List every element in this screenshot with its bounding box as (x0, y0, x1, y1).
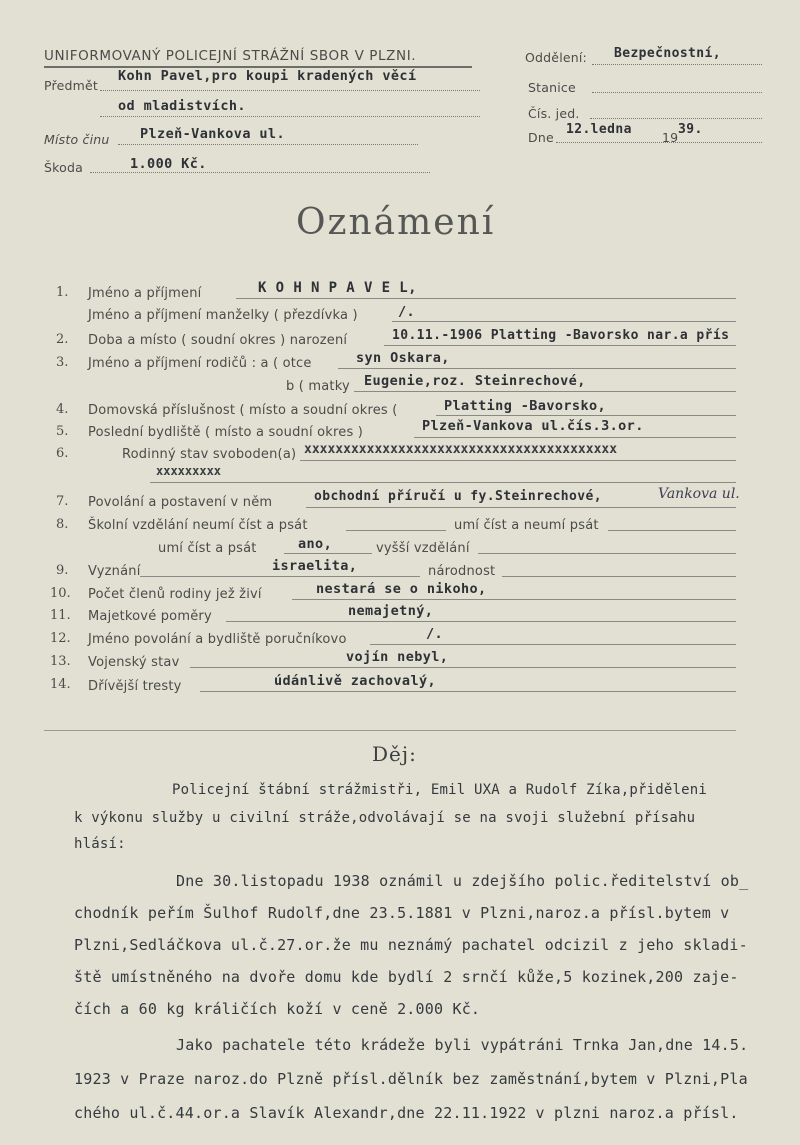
story-line: Dne 30.listopadu 1938 oznámil u zdejšího polic.ředitelství ob_ (176, 872, 749, 890)
item-label-family: Počet členů rodiny jež živí (88, 587, 262, 602)
item-label-education: Školní vzdělání neumí číst a psát (88, 518, 308, 533)
date-dotted-line (556, 142, 762, 143)
item-label-marital: Rodinný stav svoboden(a) (122, 447, 297, 462)
item-number: 12. (50, 631, 71, 646)
story-line: Policejní štábní strážmistři, Emil UXA a Rudolf Zíka,přiděleni (172, 782, 707, 798)
item-line (284, 553, 372, 554)
date-label: Dne (528, 130, 554, 145)
item-value-occupation: obchodní příručí u fy.Steinrechové, (314, 489, 602, 504)
item-value-name: K O H N P A V E L, (258, 280, 417, 296)
item-number: 8. (56, 517, 69, 532)
item-number: 1. (56, 285, 69, 300)
item-value-father: syn Oskara, (356, 350, 450, 366)
item-label-residence: Poslední bydliště ( místo a soudní okres ) (88, 425, 364, 440)
handwritten-note: Vankova ul. (658, 486, 740, 502)
item-line (478, 553, 736, 554)
authority-name: UNIFORMOVANÝ POLICEJNÍ STRÁŽNÍ SBOR V PLZNI. (44, 48, 417, 64)
department-value: Bezpečnostní, (614, 46, 721, 61)
item-value-family: nestará se o nikoho, (316, 581, 487, 597)
story-line: Plzni,Sedláčkova ul.č.27.or.že mu neznámý pachatel odcizil z jeho skladi- (74, 936, 748, 954)
item-number: 13. (50, 654, 71, 669)
label-higher-education: vyšší vzdělání (376, 541, 470, 556)
item-line (292, 599, 736, 600)
story-line: Jako pachatele této krádeže byli vypátráni Trnka Jan,dne 14.5. (176, 1036, 749, 1054)
item-number: 4. (56, 402, 69, 417)
item-line (306, 507, 736, 508)
item-line (300, 460, 736, 461)
reference-dotted-line (590, 118, 762, 119)
item-line (502, 576, 736, 577)
item-line (392, 321, 736, 322)
item-line (608, 530, 736, 531)
item-value-domicile: Platting -Bavorsko, (444, 398, 607, 414)
item-line (190, 667, 736, 668)
item-number: 11. (50, 608, 71, 623)
item-value-birth: 10.11.-1906 Platting -Bavorsko nar.a přís (392, 328, 730, 343)
item-value-mother: Eugenie,roz. Steinrechové, (364, 373, 586, 389)
item-line (140, 576, 420, 577)
item-number: 5. (56, 424, 69, 439)
item-value-guardian: /. (426, 626, 444, 642)
item-label-property: Majetkové poměry (88, 609, 212, 624)
item-value-religion: israelita, (272, 558, 358, 574)
subject-value-line1: Kohn Pavel,pro koupi kradených věcí (118, 68, 417, 84)
item-value-property: nemajetný, (348, 603, 434, 619)
place-value: Plzeň-Vankova ul. (140, 126, 285, 142)
date-value: 12.ledna (566, 122, 632, 137)
subject-dotted-line2 (100, 116, 480, 117)
story-line: 1923 v Praze naroz.do Plzně přísl.dělník bez zaměstnání,bytem v Plzni,Pla (74, 1070, 748, 1088)
section-divider (44, 730, 736, 731)
damage-dotted-line (90, 172, 430, 173)
item-value-literate: ano, (298, 536, 333, 552)
story-line: chodník peřím Šulhof Rudolf,dne 23.5.1881 v Plzni,naroz.a přísl.bytem v (74, 904, 730, 922)
item-label-religion: Vyznání (88, 564, 141, 579)
year-prefix: 19 (662, 130, 679, 145)
item-label-convictions: Dřívější tresty (88, 679, 182, 694)
station-dotted-line (592, 92, 762, 93)
place-label: Místo činu (44, 132, 110, 147)
story-line: čích a 60 kg králičích koží v ceně 2.000 Kč. (74, 1000, 481, 1018)
item-number: 14. (50, 677, 71, 692)
item-line (200, 691, 736, 692)
year-suffix: 39. (678, 122, 703, 137)
department-label: Oddělení: (525, 50, 587, 65)
story-heading: Děj: (372, 742, 417, 766)
subject-value-line2: od mladistvích. (118, 98, 246, 114)
item-label-occupation: Povolání a postavení v něm (88, 495, 273, 510)
story-line: hlásí: (74, 836, 126, 852)
item-label-military: Vojenský stav (88, 655, 180, 670)
place-dotted-line (118, 144, 418, 145)
label-nationality: národnost (428, 564, 496, 579)
item-label-spouse: Jméno a příjmení manželky ( přezdívka ) (88, 308, 358, 323)
damage-value: 1.000 Kč. (130, 156, 207, 172)
item-line (226, 621, 736, 622)
subject-label: Předmět (44, 78, 98, 93)
damage-label: Škoda (44, 160, 83, 175)
item-value-residence: Plzeň-Vankova ul.čís.3.or. (422, 418, 644, 434)
item-line (370, 644, 736, 645)
item-line (414, 437, 736, 438)
item-label-guardian: Jméno povolání a bydliště poručníkovo (88, 632, 347, 647)
story-line: ště umístněného na dvoře domu kde bydlí 2 srnčí kůže,5 kozinek,200 zaje- (74, 968, 739, 986)
subject-dotted-line1 (100, 90, 480, 91)
item-label-name: Jméno a příjmení (88, 286, 202, 301)
item-label-domicile: Domovská příslušnost ( místo a soudní okres ( (88, 403, 398, 418)
reference-label: Čís. jed. (528, 106, 580, 121)
item-value-spouse: /. (398, 304, 416, 320)
item-number: 6. (56, 446, 69, 461)
item-number: 7. (56, 494, 69, 509)
story-line: k výkonu služby u civilní stráže,odvolávají se na svoji služební přísahu (74, 810, 696, 826)
document-title: Oznámení (296, 202, 496, 243)
item-line (236, 298, 736, 299)
item-value-convictions: údánlivě zachovalý, (274, 673, 437, 689)
item-value-education-option: umí číst a neumí psát (454, 518, 599, 533)
story-line: chého ul.č.44.or.a Slavík Alexandr,dne 22.11.1922 v plzni naroz.a přísl. (74, 1104, 739, 1122)
item-value-marital-struck-2: xxxxxxxxx (156, 464, 222, 478)
item-line (354, 391, 736, 392)
item-number: 10. (50, 586, 71, 601)
item-value-marital-struck: xxxxxxxxxxxxxxxxxxxxxxxxxxxxxxxxxxxxxxxx (304, 442, 618, 457)
item-label-literate: umí číst a psát (158, 541, 257, 556)
item-line (150, 482, 736, 483)
item-label-father: Jméno a příjmení rodičů : a ( otce (88, 356, 312, 371)
station-label: Stanice (528, 80, 576, 95)
item-line (346, 530, 446, 531)
item-number: 2. (56, 332, 69, 347)
department-dotted-line (592, 64, 762, 65)
item-line (436, 415, 736, 416)
item-label-mother: b ( matky (286, 379, 350, 394)
item-number: 9. (56, 563, 69, 578)
item-line (384, 345, 736, 346)
item-line (338, 368, 736, 369)
item-number: 3. (56, 355, 69, 370)
item-label-birth: Doba a místo ( soudní okres ) narození (88, 333, 348, 348)
item-value-military: vojín nebyl, (346, 649, 449, 665)
